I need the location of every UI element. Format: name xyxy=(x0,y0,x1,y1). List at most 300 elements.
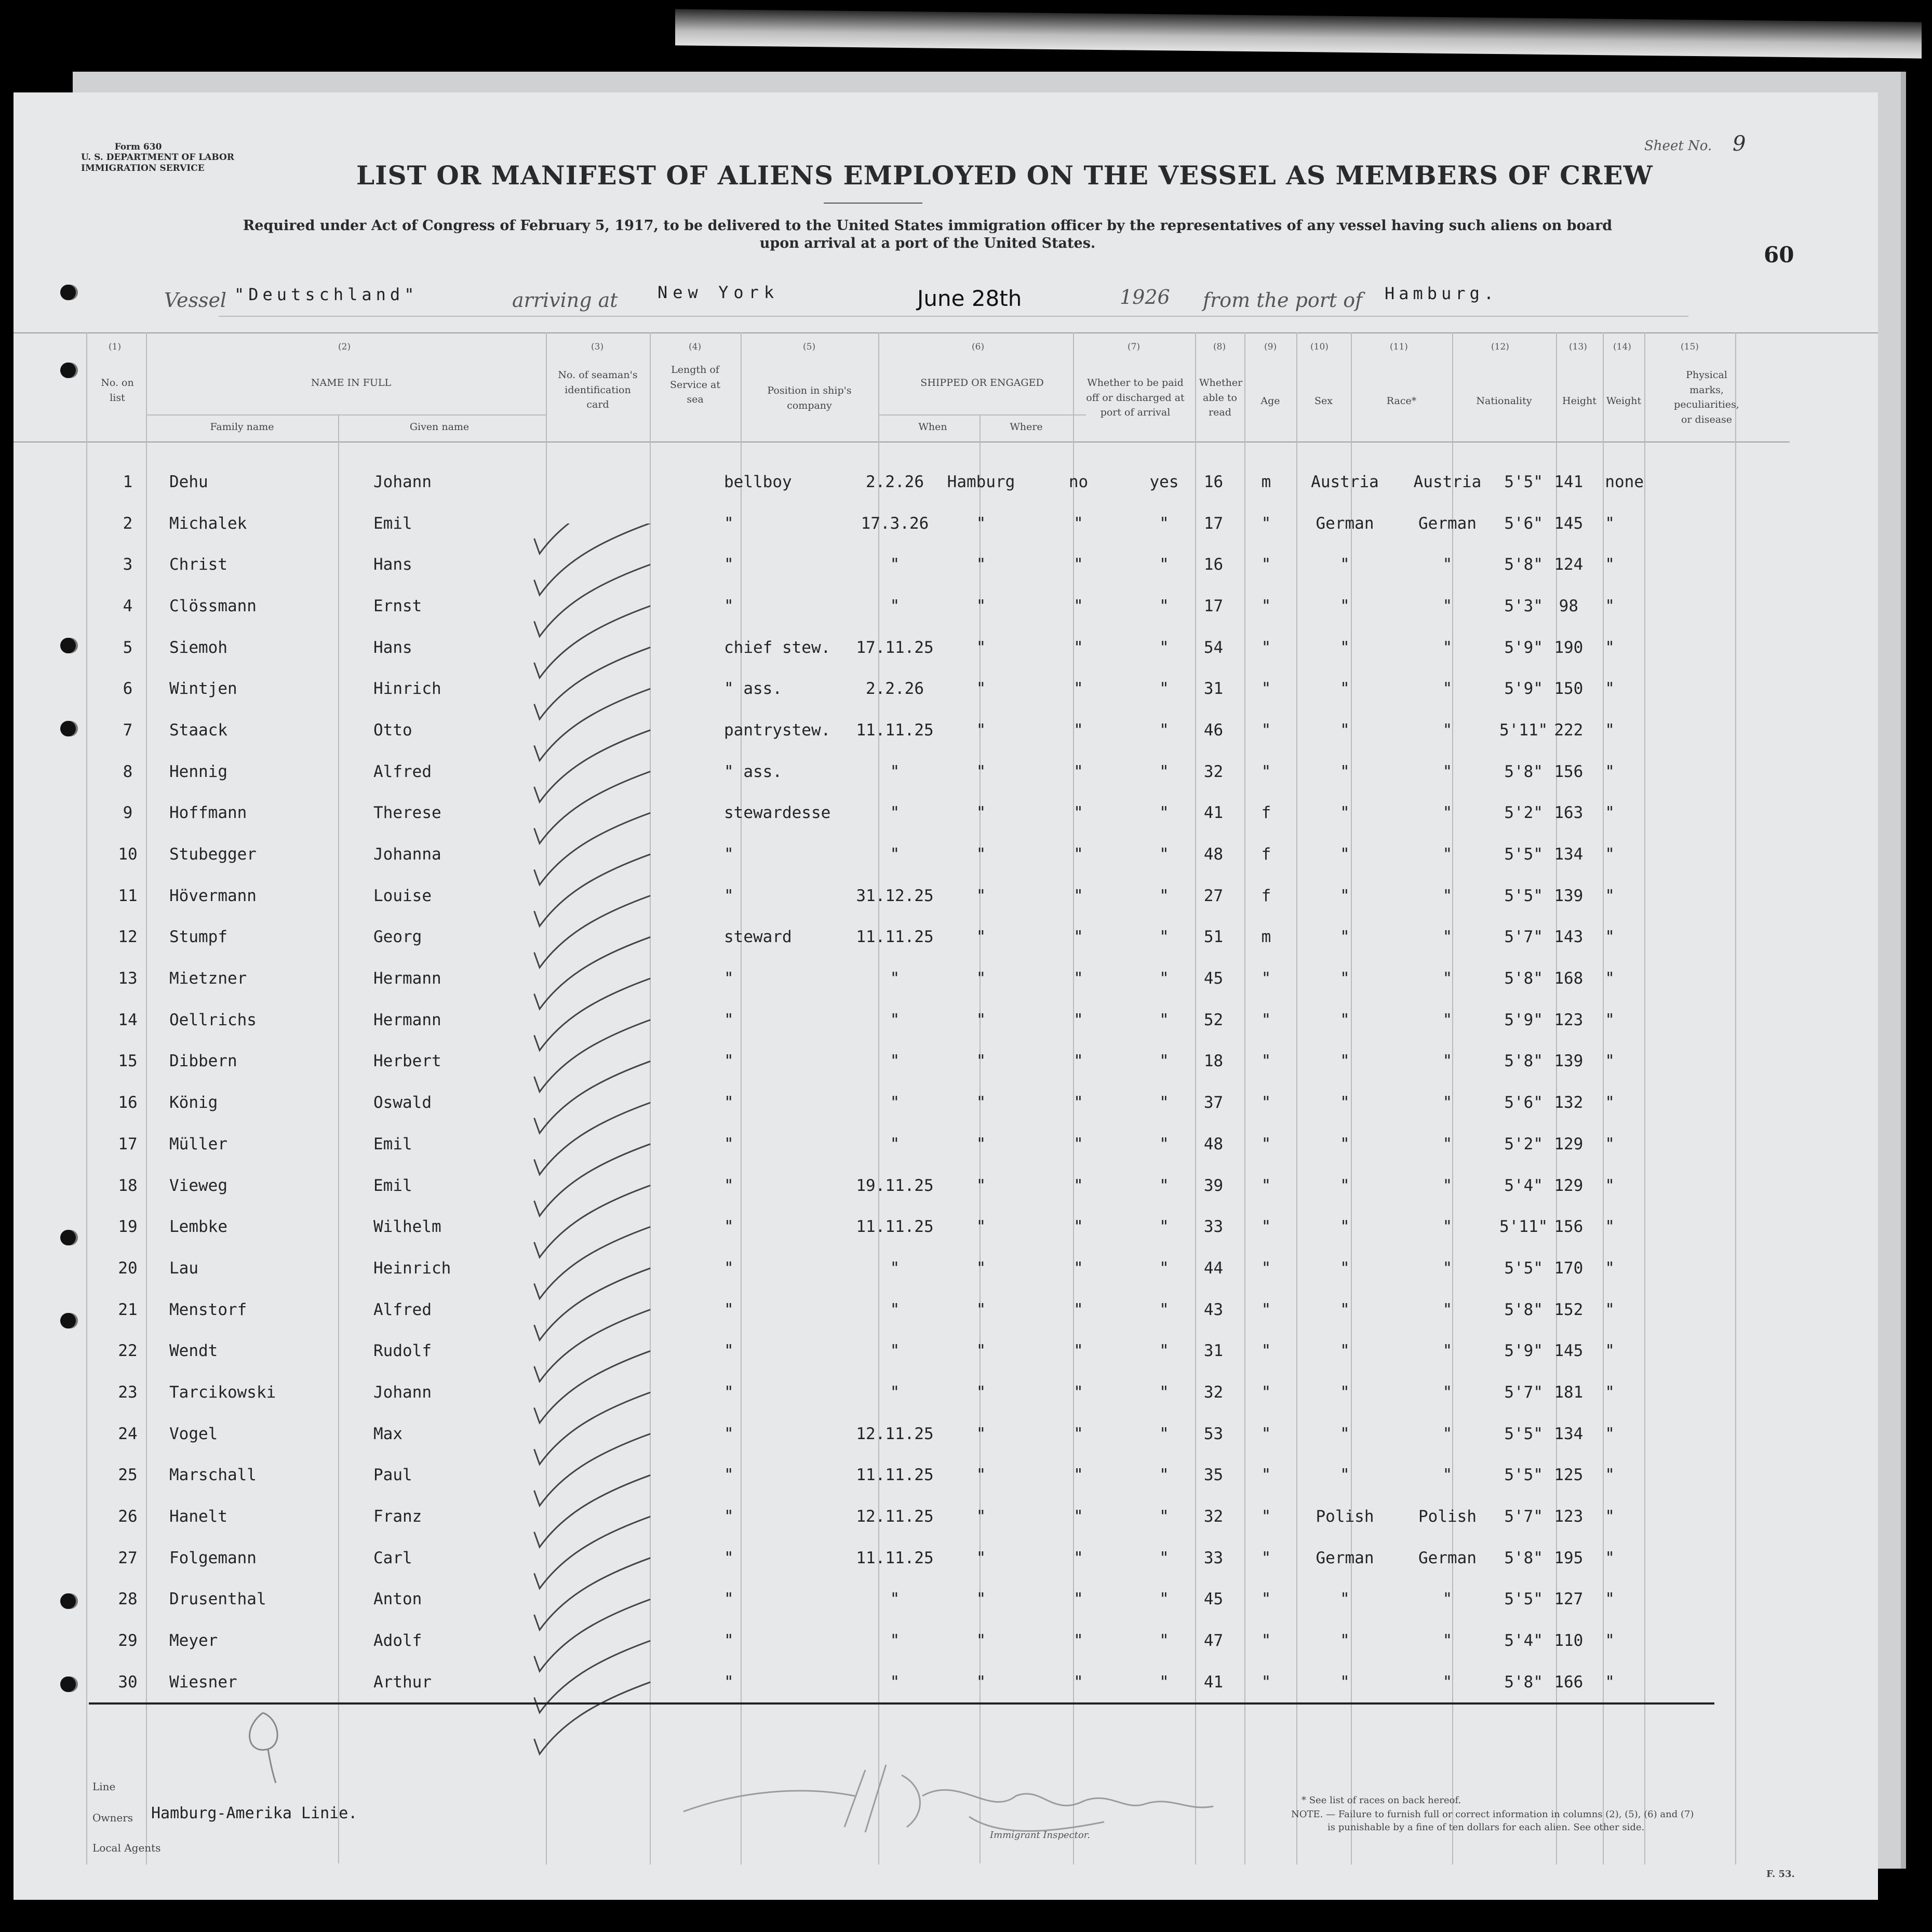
able-to-read: " xyxy=(1159,1010,1169,1029)
able-to-read: " xyxy=(1159,1424,1169,1443)
id-card-cell xyxy=(527,668,630,709)
binder-hole xyxy=(60,1230,76,1245)
able-to-read: " xyxy=(1159,1590,1169,1609)
age: 32 xyxy=(1203,1383,1224,1402)
height: 5'7" xyxy=(1504,1507,1543,1526)
family-name: Menstorf xyxy=(169,1300,247,1319)
id-card-cell xyxy=(527,1661,630,1703)
service-length-cell xyxy=(630,1165,721,1206)
position: " xyxy=(724,1093,734,1112)
row-number: 29 xyxy=(118,1631,138,1651)
binder-hole xyxy=(60,721,76,736)
family-name: Marschall xyxy=(169,1466,257,1485)
local-agents-label: Local Agents xyxy=(92,1842,161,1854)
able-to-read: " xyxy=(1159,1093,1169,1112)
position: " xyxy=(724,845,734,864)
position: chief stew. xyxy=(724,638,831,657)
physical-marks: " xyxy=(1605,1010,1615,1029)
header-sex: Sex xyxy=(1314,395,1333,407)
weight: 124 xyxy=(1554,555,1584,574)
id-card-cell xyxy=(527,1206,630,1247)
given-name: Therese xyxy=(373,803,441,823)
weight: 156 xyxy=(1554,1217,1584,1237)
paid-off: " xyxy=(1074,1093,1083,1112)
scanner-edge xyxy=(675,9,1922,58)
nationality: " xyxy=(1442,1590,1453,1609)
race: " xyxy=(1340,1383,1350,1402)
weight: 145 xyxy=(1554,1341,1584,1361)
shipped-where: " xyxy=(976,1424,986,1443)
header-able-read: Whether able to read xyxy=(1199,377,1243,418)
sex: " xyxy=(1261,720,1271,740)
sex: " xyxy=(1261,1507,1271,1526)
sex: f xyxy=(1261,886,1271,905)
race: " xyxy=(1340,1424,1350,1443)
form-header xyxy=(81,142,234,173)
height: 5'9" xyxy=(1504,679,1543,699)
physical-marks: " xyxy=(1605,638,1615,657)
family-name: Wiesner xyxy=(169,1672,237,1692)
height: 5'5" xyxy=(1504,1466,1543,1485)
nationality: " xyxy=(1442,1176,1453,1195)
physical-marks: " xyxy=(1605,1507,1615,1526)
family-name: Hennig xyxy=(169,762,227,781)
shipped-when: " xyxy=(890,555,900,574)
service-length-cell xyxy=(630,1372,721,1413)
age: 27 xyxy=(1203,886,1224,905)
height: 5'8" xyxy=(1504,555,1543,574)
table-top-rule xyxy=(14,332,1878,333)
physical-marks: " xyxy=(1605,1466,1615,1485)
col-num: (12) xyxy=(1491,342,1509,352)
sex: " xyxy=(1261,555,1271,574)
shipped-where: " xyxy=(976,1258,986,1278)
nationality: " xyxy=(1442,1217,1453,1237)
shipped-when: 17.11.25 xyxy=(856,638,934,657)
weight: 181 xyxy=(1554,1383,1584,1402)
sex: " xyxy=(1261,1466,1271,1485)
paid-off: " xyxy=(1074,1052,1083,1071)
weight: 98 xyxy=(1559,596,1578,615)
sex: f xyxy=(1261,803,1271,823)
header-height: Height xyxy=(1562,395,1596,407)
height: 5'2" xyxy=(1504,1134,1543,1153)
sex: " xyxy=(1261,1631,1271,1651)
physical-marks: " xyxy=(1605,1590,1615,1609)
given-name: Adolf xyxy=(373,1631,422,1651)
table-row xyxy=(91,1455,1703,1496)
height: 5'7" xyxy=(1504,1383,1543,1402)
physical-marks: " xyxy=(1605,1052,1615,1071)
physical-marks: " xyxy=(1605,596,1615,615)
header-race: Race* xyxy=(1386,395,1417,407)
position: steward xyxy=(724,928,792,947)
position: " xyxy=(724,596,734,615)
family-name: Tarcikowski xyxy=(169,1383,276,1402)
table-row xyxy=(91,1661,1703,1703)
height: 5'2" xyxy=(1504,803,1543,823)
arrival-year: 1926 xyxy=(1120,286,1170,308)
id-card-cell xyxy=(527,544,630,585)
service-length-cell xyxy=(630,1413,721,1455)
paid-off: " xyxy=(1074,1341,1083,1361)
weight: 139 xyxy=(1554,886,1584,905)
shipped-where: " xyxy=(976,720,986,740)
race: " xyxy=(1340,969,1350,988)
sex: " xyxy=(1261,514,1271,533)
race: " xyxy=(1340,1590,1350,1609)
weight: 195 xyxy=(1554,1548,1584,1567)
given-name: Johann xyxy=(373,1383,432,1402)
height: 5'8" xyxy=(1504,1052,1543,1071)
row-number: 18 xyxy=(118,1176,138,1195)
header-name-in-full: NAME IN FULL xyxy=(311,377,392,388)
height: 5'8" xyxy=(1504,969,1543,988)
sex: " xyxy=(1261,762,1271,781)
paid-off: " xyxy=(1074,1590,1083,1609)
header-family-name: Family name xyxy=(210,421,274,433)
service-length-cell xyxy=(630,461,721,503)
family-name: Vieweg xyxy=(169,1176,227,1195)
position: " xyxy=(724,1590,734,1609)
table-row xyxy=(91,1082,1703,1123)
able-to-read: " xyxy=(1159,845,1169,864)
row-number: 17 xyxy=(118,1134,138,1153)
position: bellboy xyxy=(724,472,792,491)
age: 39 xyxy=(1203,1176,1224,1195)
nationality: " xyxy=(1442,969,1453,988)
able-to-read: " xyxy=(1159,886,1169,905)
weight: 141 xyxy=(1554,472,1584,491)
shipped-where: " xyxy=(976,1383,986,1402)
header-no-on-list: No. on list xyxy=(101,377,134,404)
height: 5'11" xyxy=(1499,1217,1548,1237)
service-length-cell xyxy=(630,1041,721,1082)
col-num: (1) xyxy=(109,342,122,352)
sex: " xyxy=(1261,1590,1271,1609)
paid-off: " xyxy=(1074,596,1083,615)
nationality: " xyxy=(1442,596,1453,615)
penalty-note: NOTE. — Failure to furnish full or correct information in columns (2), (5), (6) and (7) xyxy=(1291,1809,1694,1820)
given-name: Wilhelm xyxy=(373,1217,441,1237)
service-length-cell xyxy=(630,1537,721,1579)
binder-hole xyxy=(60,1676,76,1692)
physical-marks: " xyxy=(1605,1134,1615,1153)
weight: 150 xyxy=(1554,679,1584,699)
race: " xyxy=(1340,1052,1350,1071)
table-row xyxy=(91,1496,1703,1537)
table-row xyxy=(91,1206,1703,1247)
table-row xyxy=(91,544,1703,585)
able-to-read: " xyxy=(1159,1672,1169,1692)
id-card-cell xyxy=(527,875,630,917)
paid-off: " xyxy=(1074,762,1083,781)
position: " xyxy=(724,1341,734,1361)
physical-marks: " xyxy=(1605,1672,1615,1692)
nationality: " xyxy=(1442,845,1453,864)
binder-hole xyxy=(60,1313,76,1329)
row-number: 20 xyxy=(118,1258,138,1278)
position: " xyxy=(724,1466,734,1485)
paid-off: " xyxy=(1074,1134,1083,1153)
physical-marks: " xyxy=(1605,1424,1615,1443)
paid-off: " xyxy=(1074,803,1083,823)
sheet-number: 9 xyxy=(1733,132,1746,156)
given-name: Heinrich xyxy=(373,1258,451,1278)
table-row xyxy=(91,1165,1703,1206)
given-name: Paul xyxy=(373,1466,412,1485)
paid-off: " xyxy=(1074,969,1083,988)
age: 16 xyxy=(1203,472,1224,491)
shipped-where: " xyxy=(976,1093,986,1112)
shipped-when: 11.11.25 xyxy=(856,1466,934,1485)
shipped-subheader-rule xyxy=(878,414,1086,415)
shipped-when: " xyxy=(890,1590,900,1609)
family-name: Hanelt xyxy=(169,1507,227,1526)
age: 45 xyxy=(1203,1590,1224,1609)
service-length-cell xyxy=(630,917,721,958)
paid-off: " xyxy=(1074,1176,1083,1195)
able-to-read: " xyxy=(1159,1631,1169,1651)
given-name: Emil xyxy=(373,514,412,533)
physical-marks: " xyxy=(1605,1093,1615,1112)
age: 32 xyxy=(1203,762,1224,781)
able-to-read: " xyxy=(1159,1052,1169,1071)
table-row xyxy=(91,503,1703,544)
inspector-signature xyxy=(678,1754,1276,1843)
family-name: Lembke xyxy=(169,1217,227,1237)
shipped-where: " xyxy=(976,555,986,574)
id-card-cell xyxy=(527,1330,630,1372)
nationality: " xyxy=(1442,1093,1453,1112)
given-name: Emil xyxy=(373,1134,412,1153)
given-name: Johanna xyxy=(373,845,441,864)
position: " xyxy=(724,886,734,905)
nationality: " xyxy=(1442,1134,1453,1153)
paid-off: " xyxy=(1074,1300,1083,1319)
age: 35 xyxy=(1203,1466,1224,1485)
id-card-cell xyxy=(527,1620,630,1661)
binder-hole xyxy=(60,638,76,653)
arrival-port: New York xyxy=(658,283,780,302)
col-num: (3) xyxy=(591,342,604,352)
position: " xyxy=(724,555,734,574)
id-card-cell xyxy=(527,917,630,958)
position: " xyxy=(724,1258,734,1278)
shipped-when: 2.2.26 xyxy=(866,679,924,699)
height: 5'4" xyxy=(1504,1631,1543,1651)
arrival-date: June 28th xyxy=(917,286,1022,311)
race: " xyxy=(1340,720,1350,740)
shipped-where: " xyxy=(976,596,986,615)
pencil-mark xyxy=(232,1708,304,1786)
header-weight: Weight xyxy=(1606,395,1642,407)
age: 32 xyxy=(1203,1507,1224,1526)
shipped-when: " xyxy=(890,1300,900,1319)
family-name: Dehu xyxy=(169,472,208,491)
paid-off: " xyxy=(1074,514,1083,533)
age: 44 xyxy=(1203,1258,1224,1278)
race: " xyxy=(1340,928,1350,947)
physical-marks: " xyxy=(1605,1383,1615,1402)
given-name: Anton xyxy=(373,1590,422,1609)
sex: " xyxy=(1261,1300,1271,1319)
weight: 132 xyxy=(1554,1093,1584,1112)
able-to-read: " xyxy=(1159,720,1169,740)
race: " xyxy=(1340,1300,1350,1319)
row-number: 4 xyxy=(123,596,133,615)
race: Polish xyxy=(1316,1507,1374,1526)
sex: " xyxy=(1261,596,1271,615)
col-divider xyxy=(86,332,87,1864)
service-length-cell xyxy=(630,793,721,834)
table-row xyxy=(91,751,1703,793)
able-to-read: " xyxy=(1159,1466,1169,1485)
age: 53 xyxy=(1203,1424,1224,1443)
position: " xyxy=(724,1176,734,1195)
paid-off: " xyxy=(1074,638,1083,657)
position: " xyxy=(724,1672,734,1692)
height: 5'5" xyxy=(1504,1258,1543,1278)
service-length-cell xyxy=(630,1082,721,1123)
sex: " xyxy=(1261,1258,1271,1278)
height: 5'5" xyxy=(1504,1424,1543,1443)
department-name: U. S. DEPARTMENT OF LABOR xyxy=(81,152,234,163)
family-name: Hoffmann xyxy=(169,803,247,823)
shipped-where: " xyxy=(976,969,986,988)
family-name: Christ xyxy=(169,555,227,574)
physical-marks: " xyxy=(1605,720,1615,740)
arriving-label: arriving at xyxy=(512,289,618,312)
family-name: Stubegger xyxy=(169,845,257,864)
header-length-service: Length of Service at sea xyxy=(669,364,721,405)
table-row xyxy=(91,1330,1703,1372)
shipped-when: " xyxy=(890,1258,900,1278)
age: 48 xyxy=(1203,845,1224,864)
form-code: F. 53. xyxy=(1766,1869,1795,1880)
able-to-read: " xyxy=(1159,596,1169,615)
physical-marks: " xyxy=(1605,514,1615,533)
height: 5'11" xyxy=(1499,720,1548,740)
sex: " xyxy=(1261,1176,1271,1195)
family-name: König xyxy=(169,1093,218,1112)
nationality: " xyxy=(1442,1010,1453,1029)
col-num: (13) xyxy=(1569,342,1587,352)
service-length-cell xyxy=(630,668,721,709)
weight: 145 xyxy=(1554,514,1584,533)
race: " xyxy=(1340,1672,1350,1692)
inspector-label: Immigrant Inspector. xyxy=(990,1830,1091,1841)
given-name: Georg xyxy=(373,928,422,947)
race: " xyxy=(1340,679,1350,699)
row-number: 21 xyxy=(118,1300,138,1319)
id-card-cell xyxy=(527,585,630,627)
height: 5'5" xyxy=(1504,845,1543,864)
nationality: " xyxy=(1442,1672,1453,1692)
given-name: Arthur xyxy=(373,1672,432,1692)
shipped-where: " xyxy=(976,886,986,905)
weight: 163 xyxy=(1554,803,1584,823)
shipped-where: " xyxy=(976,1507,986,1526)
id-card-cell xyxy=(527,1165,630,1206)
vessel-name: "Deutschland" xyxy=(234,285,419,304)
service-length-cell xyxy=(630,1247,721,1289)
line-label: Line xyxy=(92,1780,116,1793)
shipped-when: 2.2.26 xyxy=(866,472,924,491)
nationality: German xyxy=(1418,1548,1477,1567)
service-length-cell xyxy=(630,1661,721,1703)
row-number: 1 xyxy=(123,472,133,491)
nationality: " xyxy=(1442,1424,1453,1443)
row-number: 25 xyxy=(118,1466,138,1485)
paid-off: " xyxy=(1074,1383,1083,1402)
able-to-read: " xyxy=(1159,1300,1169,1319)
shipped-when: 11.11.25 xyxy=(856,928,934,947)
header-physical: Physical marks, peculiarities, or disease xyxy=(1674,369,1739,425)
nationality: " xyxy=(1442,762,1453,781)
height: 5'6" xyxy=(1504,1093,1543,1112)
col-num: (8) xyxy=(1213,342,1226,352)
end-of-list-rule xyxy=(89,1702,1714,1705)
weight: 190 xyxy=(1554,638,1584,657)
weight: 129 xyxy=(1554,1134,1584,1153)
able-to-read: " xyxy=(1159,1507,1169,1526)
shipped-where: " xyxy=(976,1466,986,1485)
row-number: 15 xyxy=(118,1052,138,1071)
shipped-when: 17.3.26 xyxy=(861,514,929,533)
height: 5'8" xyxy=(1504,1300,1543,1319)
able-to-read: " xyxy=(1159,1176,1169,1195)
height: 5'8" xyxy=(1504,762,1543,781)
given-name: Rudolf xyxy=(373,1341,432,1361)
id-card-cell xyxy=(527,1413,630,1455)
height: 5'9" xyxy=(1504,1341,1543,1361)
row-number: 28 xyxy=(118,1590,138,1609)
position: " ass. xyxy=(724,762,782,781)
shipped-when: 12.11.25 xyxy=(856,1507,934,1526)
col-num: (9) xyxy=(1264,342,1277,352)
table-row xyxy=(91,875,1703,917)
table-row xyxy=(91,585,1703,627)
height: 5'9" xyxy=(1504,638,1543,657)
shipped-where: " xyxy=(976,803,986,823)
weight: 110 xyxy=(1554,1631,1584,1651)
page-subtitle: Required under Act of Congress of February 5, 1917, to be delivered to the United States immigration officer by the representatives of any vessel having such aliens on board upon arrival at a port of the United States. xyxy=(243,218,1613,251)
shipped-where: " xyxy=(976,1134,986,1153)
service-length-cell xyxy=(630,958,721,999)
weight: 127 xyxy=(1554,1590,1584,1609)
row-number: 30 xyxy=(118,1672,138,1692)
position: " xyxy=(724,1052,734,1071)
paid-off: " xyxy=(1074,928,1083,947)
weight: 134 xyxy=(1554,1424,1584,1443)
race-note: * See list of races on back hereof. xyxy=(1302,1795,1461,1806)
able-to-read: " xyxy=(1159,969,1169,988)
service-length-cell xyxy=(630,999,721,1041)
sex: " xyxy=(1261,1052,1271,1071)
able-to-read: " xyxy=(1159,638,1169,657)
id-card-cell xyxy=(527,1455,630,1496)
race: " xyxy=(1340,555,1350,574)
table-row xyxy=(91,1289,1703,1331)
id-card-cell xyxy=(527,627,630,668)
family-name: Dibbern xyxy=(169,1052,237,1071)
height: 5'8" xyxy=(1504,1672,1543,1692)
race: Austria xyxy=(1311,472,1379,491)
service-length-cell xyxy=(630,834,721,875)
position: " xyxy=(724,1217,734,1237)
shipped-when: " xyxy=(890,1093,900,1112)
